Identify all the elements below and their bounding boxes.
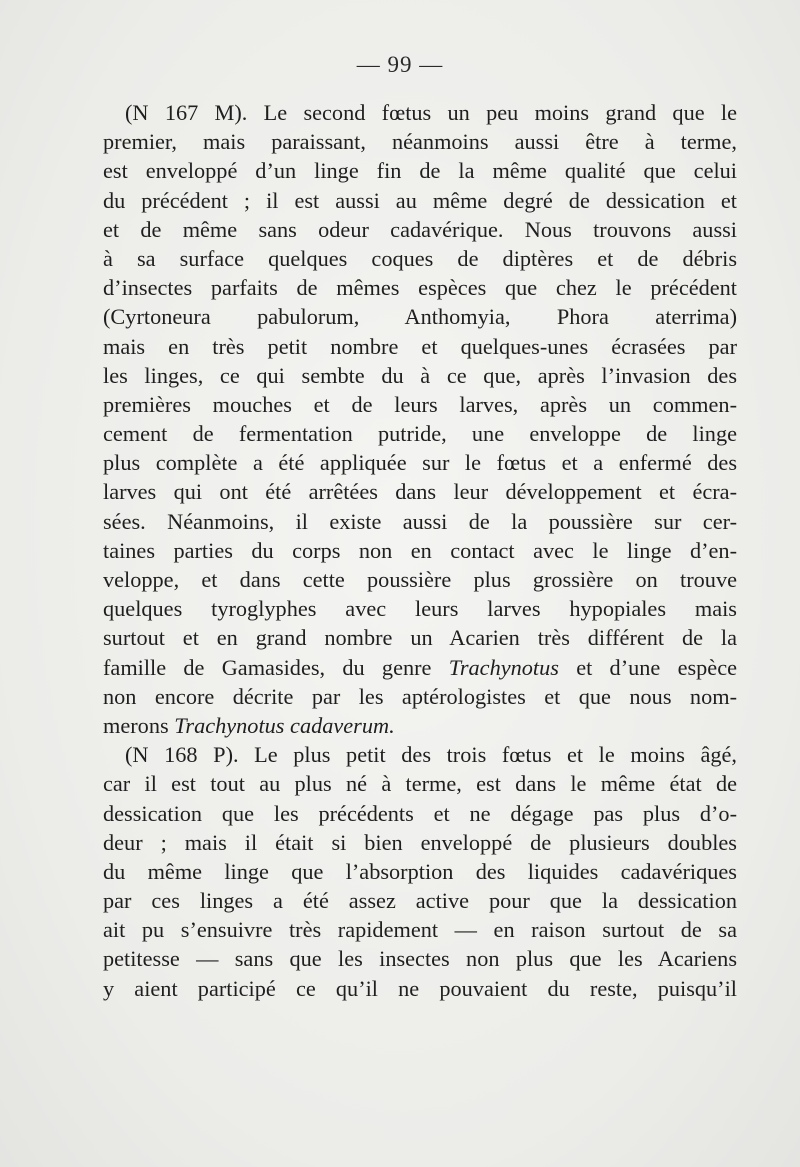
text-line-with-italic [103, 653, 737, 682]
text-line: par ces linges a été assez active pour que la dessication [103, 888, 737, 914]
text-line: surtout et en grand nombre un Acarien très différent de la [103, 625, 737, 651]
text-line: premier, mais paraissant, néanmoins aussi être à terme, [103, 129, 737, 155]
text-line: (N 168 P). Le plus petit des trois fœtus et le moins âgé, [125, 742, 737, 768]
paragraph-n168 [103, 740, 737, 1003]
text-line: à sa surface quelques coques de diptères et de débris [103, 245, 737, 271]
text-line: sées. Néanmoins, il existe aussi de la poussière sur cer- [103, 508, 737, 534]
text-line: ait pu s’ensuivre très rapidement — en raison surtout de sa [103, 917, 737, 943]
text-line: les linges, ce qui sembte du à ce que, après l’invasion des [103, 362, 737, 388]
text-line: (Cyrtoneura pabulorum, Anthomyia, Phora aterrima) [103, 304, 737, 330]
text-line: veloppe, et dans cette poussière plus grossière on trouve [103, 567, 737, 592]
text-line: taines parties du corps non en contact avec le linge d’en- [103, 537, 737, 563]
text-line: du même linge que l’absorption des liquides cadavériques [103, 858, 737, 884]
text-line: d’insectes parfaits de mêmes espèces que chez le précédent [103, 275, 737, 301]
text-line: et de même sans odeur cadavérique. Nous trouvons aussi [103, 216, 737, 242]
text-line: larves qui ont été arrêtées dans leur développement et écra- [103, 479, 737, 505]
text-line: deur ; mais il était si bien enveloppé de plusieurs doubles [103, 829, 737, 855]
text-line: est enveloppé d’un linge fin de la même qualité que celui [103, 158, 737, 184]
text-line: car il est tout au plus né à terme, est dans le même état de [103, 771, 737, 797]
text-line: du précédent ; il est aussi au même degré de dessication et [103, 187, 737, 213]
text-line-with-italic [103, 711, 737, 740]
text-line: mais en très petit nombre et quelques-unes écrasées par [103, 333, 737, 359]
page-number: — 99 — [356, 52, 444, 77]
text-line: petitesse — sans que les insectes non plus que les Acariens [103, 946, 737, 972]
species-name-italic: Trachynotus cadaverum. [174, 712, 395, 738]
text-line: quelques tyroglyphes avec leurs larves hypopiales mais [103, 596, 737, 622]
text-run: et d’une espèce [558, 654, 737, 680]
body-text [103, 98, 737, 1003]
genus-name-italic: Trachynotus [448, 654, 559, 680]
text-line: premières mouches et de leurs larves, après un commen- [103, 391, 737, 417]
text-line: dessication que les précédents et ne dégage pas plus d’o- [103, 800, 737, 826]
text-run: famille de Gamasides, du genre [103, 654, 449, 680]
paragraph-n167 [103, 98, 737, 740]
text-line: (N 167 M). Le second fœtus un peu moins grand que le [125, 100, 737, 125]
text-run: merons [103, 712, 175, 738]
text-line: non encore décrite par les aptérologistes et que nous nom- [103, 683, 737, 709]
text-line: cement de fermentation putride, une enveloppe de linge [103, 421, 737, 447]
text-line: y aient participé ce qu’il ne pouvaient du reste, puisqu’il [103, 975, 737, 1001]
text-line: plus complète a été appliquée sur le fœtus et a enfermé des [103, 450, 737, 476]
